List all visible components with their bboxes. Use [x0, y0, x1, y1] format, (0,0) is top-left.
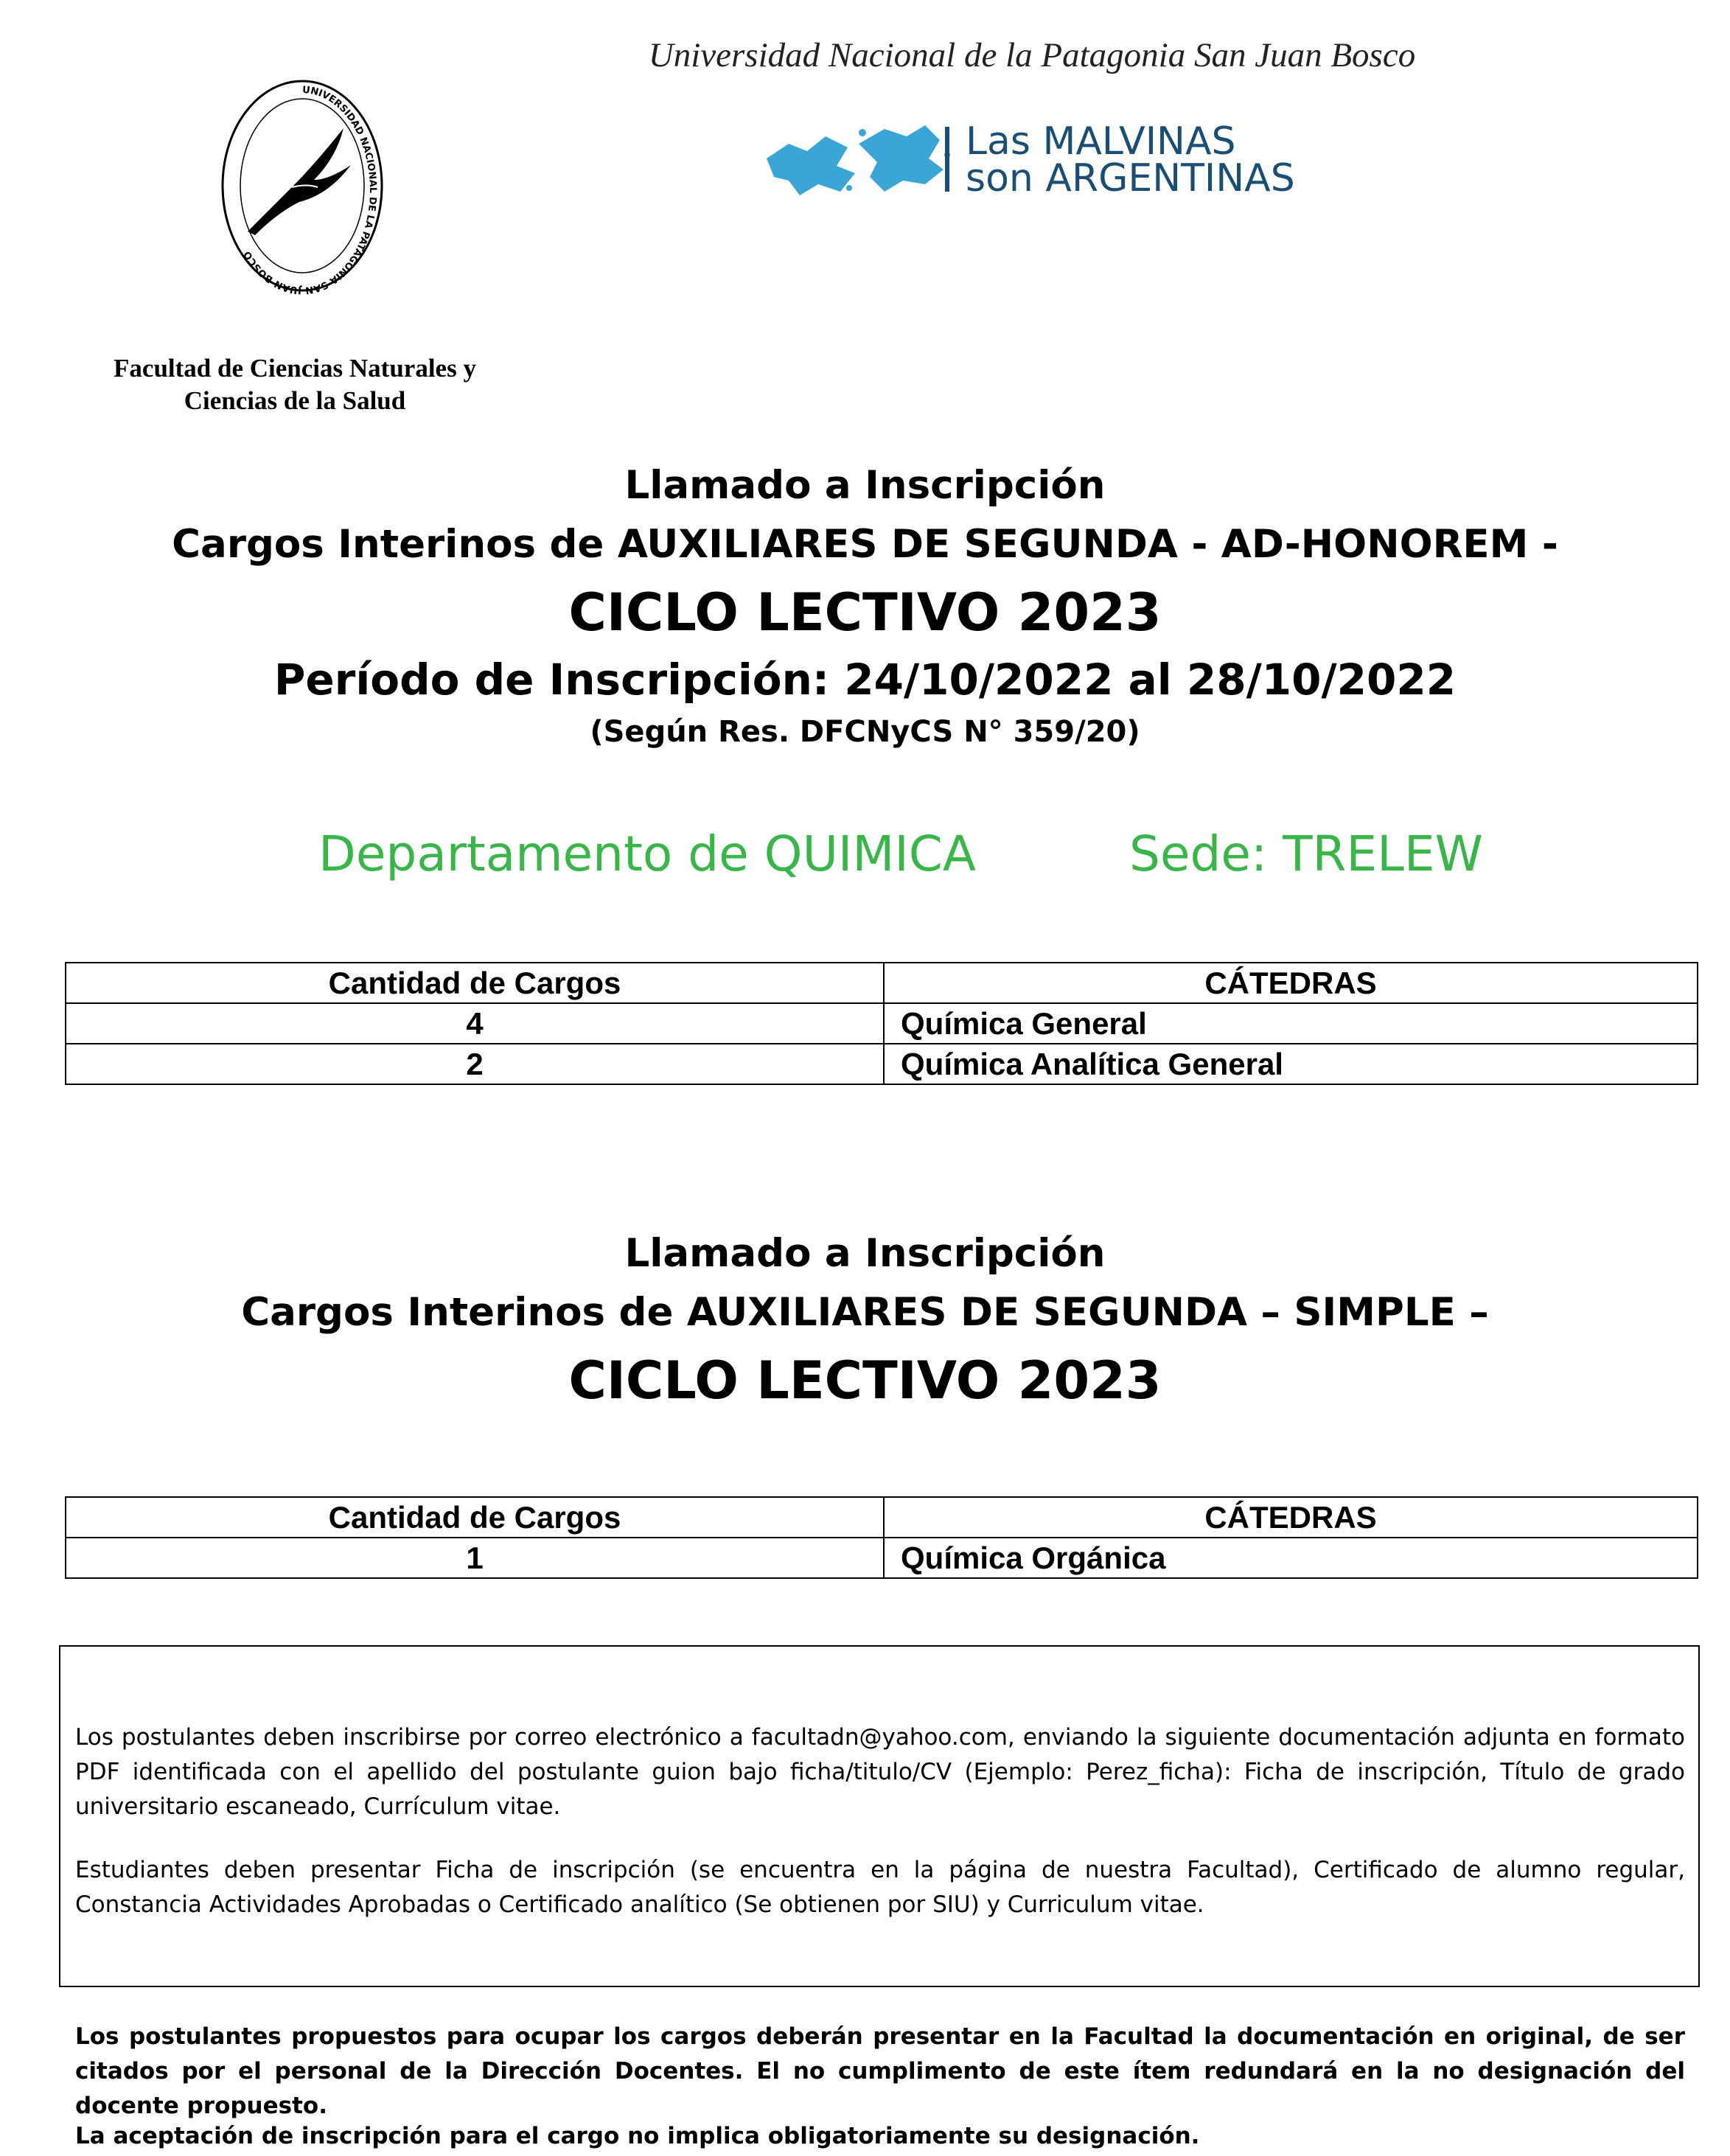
- faculty-name: [88, 352, 501, 417]
- cell-catedra: Química Orgánica: [884, 1538, 1698, 1578]
- cell-catedra: Química General: [884, 1003, 1698, 1044]
- header-catedras: CÁTEDRAS: [884, 1497, 1698, 1538]
- call1-title: Llamado a Inscripción: [624, 463, 1106, 508]
- faculty-line1: Facultad de Ciencias Naturales y: [114, 354, 476, 383]
- seal-text: UNIVERSIDAD NACIONAL DE LA PATAGONIA SAN JUAN BOSCO: [242, 84, 378, 295]
- cell-qty: 1: [66, 1538, 884, 1578]
- department-label: Departamento de QUIMICA: [318, 826, 977, 882]
- table-header-row: [66, 963, 1698, 1003]
- faculty-line2: Ciencias de la Salud: [184, 386, 406, 415]
- sede-label: Sede: TRELEW: [1129, 826, 1483, 882]
- info-paragraph-students: Estudiantes deben presentar Ficha de inscripción (se encuentra en la página de nuestra Facultad), Certificado de alumno regular, Constancia Actividades Aprobadas o Certificado analítico (Se obtienen por SIU) y Curriculum vitae.: [75, 1857, 1685, 1918]
- albatross-seal-icon: [218, 77, 386, 295]
- university-name: Universidad Nacional de la Patagonia San Juan Bosco: [648, 36, 1416, 74]
- cell-qty: 4: [66, 1003, 884, 1044]
- call2-subtitle: Cargos Interinos de AUXILIARES DE SEGUNDA – SIMPLE –: [241, 1290, 1489, 1335]
- header-cantidad: Cantidad de Cargos: [66, 963, 884, 1003]
- header-cantidad: Cantidad de Cargos: [66, 1497, 884, 1538]
- table-row: [66, 1003, 1698, 1044]
- call1-subtitle: Cargos Interinos de AUXILIARES DE SEGUNDA - AD-HONOREM -: [172, 522, 1558, 567]
- call2-cycle: CICLO LECTIVO 2023: [568, 1350, 1162, 1411]
- call1-positions-table: [65, 962, 1698, 1085]
- info-paragraph-email: Los postulantes deben inscribirse por correo electrónico a facultadn@yahoo.com, enviando la siguiente documentación adjunta en formato PDF identificada con el apellido del postulante guion bajo ficha/titulo/CV (Ejemplo: Perez_ficha): Ficha de inscripción, Título de grado universitario escaneado, Currículum vitae.: [75, 1724, 1685, 1820]
- call1-cycle: CICLO LECTIVO 2023: [568, 582, 1162, 643]
- table-row: [66, 1044, 1698, 1084]
- footer-disclaimer: La aceptación de inscripción para el cargo no implica obligatoriamente su designación.: [75, 2123, 1200, 2149]
- header-catedras: CÁTEDRAS: [884, 963, 1698, 1003]
- footer-notice: Los postulantes propuestos para ocupar los cargos deberán presentar en la Facultad la documentación en original, de ser citados por el personal de la Dirección Docentes. El no cumplimento de este ítem redundará en la no designación del docente propuesto.: [75, 2023, 1685, 2119]
- cell-qty: 2: [66, 1044, 884, 1084]
- call1-period: Período de Inscripción: 24/10/2022 al 28/10/2022: [273, 655, 1457, 705]
- logo-divider: [945, 127, 949, 192]
- cell-catedra: Química Analítica General: [884, 1044, 1698, 1084]
- call1-resolution: (Según Res. DFCNyCS N° 359/20): [590, 715, 1140, 749]
- malvinas-slogan-line2: son ARGENTINAS: [966, 156, 1295, 200]
- table-header-row: [66, 1497, 1698, 1538]
- call2-positions-table: [65, 1496, 1698, 1579]
- call2-title: Llamado a Inscripción: [624, 1231, 1106, 1276]
- malvinas-slogan-line1: Las MALVINAS: [966, 119, 1236, 164]
- table-row: [66, 1538, 1698, 1578]
